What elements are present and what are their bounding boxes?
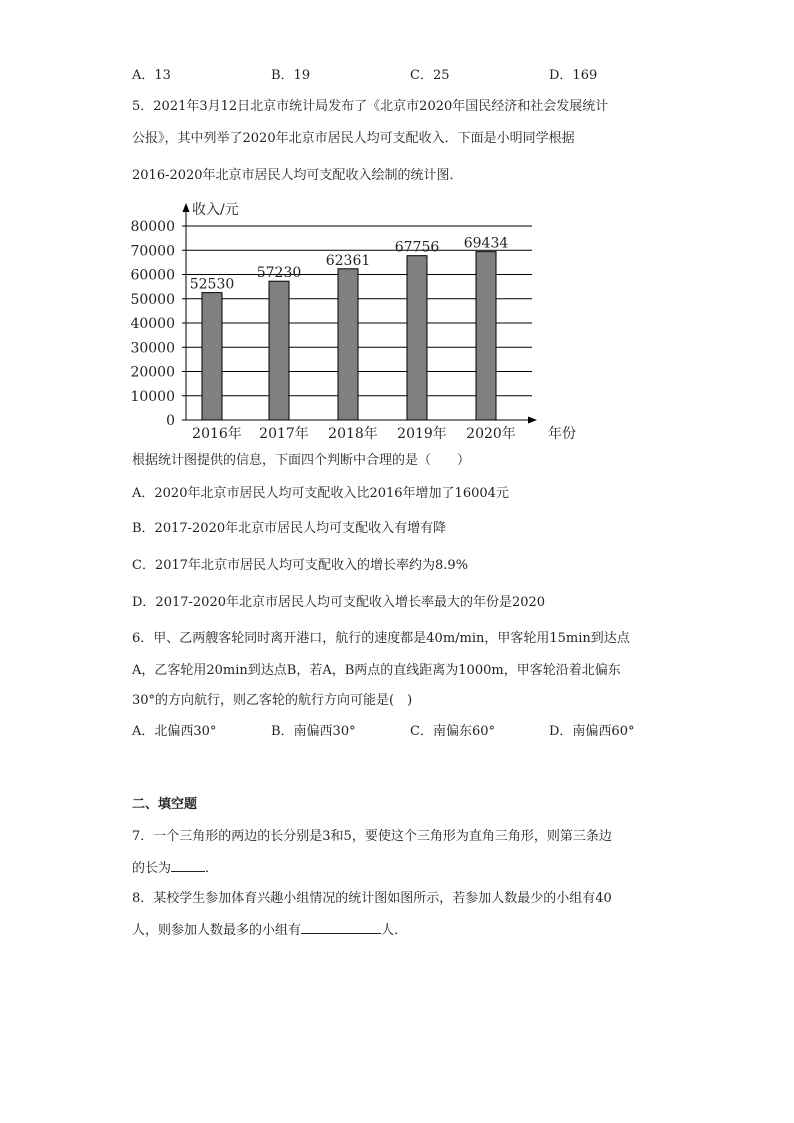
y-tick-label: 80000 — [130, 219, 175, 235]
y-tick-label: 40000 — [130, 316, 175, 332]
y-tick-label: 50000 — [130, 291, 175, 308]
q6-option-a: A．北偏西30° — [132, 724, 217, 739]
q6-option-d: D．南偏西60° — [549, 724, 635, 739]
bar-value-label: 67756 — [394, 239, 440, 256]
bar — [338, 269, 358, 420]
q5-question: 根据统计图提供的信息，下面四个判断中合理的是（ ） — [132, 453, 471, 468]
section-heading: 二、填空题 — [132, 797, 198, 812]
q7-line2 — [132, 859, 218, 878]
q4-option-d: D．169 — [549, 68, 598, 83]
y-tick-label: 0 — [166, 413, 175, 429]
x-tick-label: 2019年 — [397, 426, 447, 442]
y-axis-arrow — [183, 203, 190, 212]
q8-line2-end: 人． — [381, 923, 408, 938]
q5-option-c: C．2017年北京市居民人均可支配收入的增长率约为8.9% — [132, 558, 469, 573]
q4-option-b: B．19 — [271, 68, 311, 83]
q5-line3: 2016-2020年北京市居民人均可支配收入绘制的统计图． — [132, 168, 463, 183]
y-tick-label: 60000 — [130, 267, 175, 284]
q5-option-d: D．2017-2020年北京市居民人均可支配收入增长率最大的年份是2020 — [132, 595, 546, 610]
q5-option-a: A．2020年北京市居民人均可支配收入比2016年增加了16004元 — [132, 486, 509, 501]
q8-answer-blank[interactable] — [301, 921, 381, 934]
q4-option-a: A．13 — [132, 68, 171, 83]
q6-option-b: B．南偏西30° — [271, 724, 356, 739]
y-tick-label: 20000 — [130, 364, 175, 381]
y-tick-label: 10000 — [130, 388, 175, 405]
bar-value-label: 57230 — [256, 265, 302, 282]
q6-line3: 30°的方向航行，则乙客轮的航行方向可能是( ) — [132, 693, 413, 708]
q6-line1: 6．甲、乙两艘客轮同时离开港口，航行的速度都是40m/min，甲客轮用15min到达点 — [132, 631, 630, 646]
x-axis-label: 年份 — [548, 426, 576, 442]
x-tick-label: 2017年 — [259, 426, 309, 442]
y-tick-label: 70000 — [130, 243, 175, 260]
q5-line1: 5．2021年3月12日北京市统计局发布了《北京市2020年国民经济和社会发展统计 — [132, 99, 609, 114]
q7-line2-start: 的长为 — [132, 861, 172, 876]
x-tick-label: 2016年 — [192, 426, 242, 442]
bar — [269, 281, 289, 420]
x-tick-label: 2018年 — [328, 426, 378, 442]
x-axis-arrow — [528, 417, 537, 424]
income-bar-chart — [0, 0, 794, 450]
q6-line2: A，乙客轮用20min到达点B，若A，B两点的直线距离为1000m，甲客轮沿着北偏东 — [132, 663, 621, 678]
bar — [202, 293, 222, 420]
q4-option-c: C．25 — [410, 68, 450, 83]
q7-line2-end: ． — [205, 861, 219, 876]
q5-line2: 公报》，其中列举了2020年北京市居民人均可支配收入．下面是小明同学根据 — [132, 131, 575, 146]
x-tick-label: 2020年 — [466, 426, 516, 442]
y-axis-label: 收入/元 — [192, 202, 239, 218]
bar-value-label: 62361 — [325, 252, 371, 269]
q8-line2 — [132, 921, 407, 940]
q6-option-c: C．南偏东60° — [410, 724, 495, 739]
bar-value-label: 52530 — [189, 276, 235, 293]
q8-line2-start: 人，则参加人数最多的小组有 — [132, 923, 302, 938]
bar — [407, 256, 427, 420]
bar — [476, 252, 496, 420]
y-tick-label: 30000 — [130, 340, 175, 357]
q8-line1: 8．某校学生参加体育兴趣小组情况的统计图如图所示，若参加人数最少的小组有40 — [132, 891, 612, 906]
q5-option-b: B．2017-2020年北京市居民人均可支配收入有增有降 — [132, 521, 447, 536]
q7-answer-blank[interactable] — [171, 859, 205, 872]
bar-value-label: 69434 — [463, 235, 509, 252]
q7-line1: 7．一个三角形的两边的长分别是3和5，要使这个三角形为直角三角形，则第三条边 — [132, 829, 612, 844]
